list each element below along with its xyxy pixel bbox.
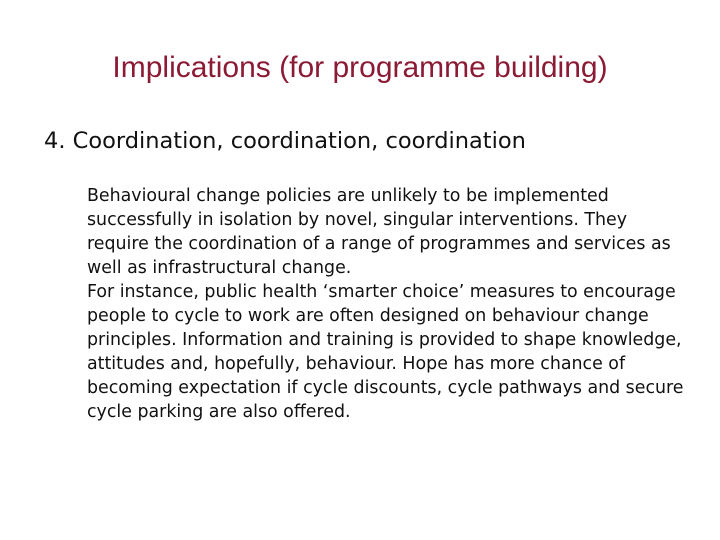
paragraph-cycling-example: For instance, public health ‘smarter choice’ measures to encourage people to cycle to work are often designed on behaviour change principles. Information and training is provided to shape knowledge, attitudes and, hopefully, behaviour. Hope has more chance of becoming expectation if cycle discounts, cycle pathways and secure cycle parking are also offered.: [87, 282, 684, 422]
section-heading: 4. Coordination, coordination, coordination: [44, 128, 526, 154]
paragraph-behavioural-change: Behavioural change policies are unlikely to be implemented successfully in isolation by novel, singular interventions. They require the coordination of a range of programmes and services as well as infrastructural change.: [87, 186, 671, 278]
slide-title: Implications (for programme building): [112, 51, 608, 84]
body-text: [87, 184, 687, 424]
